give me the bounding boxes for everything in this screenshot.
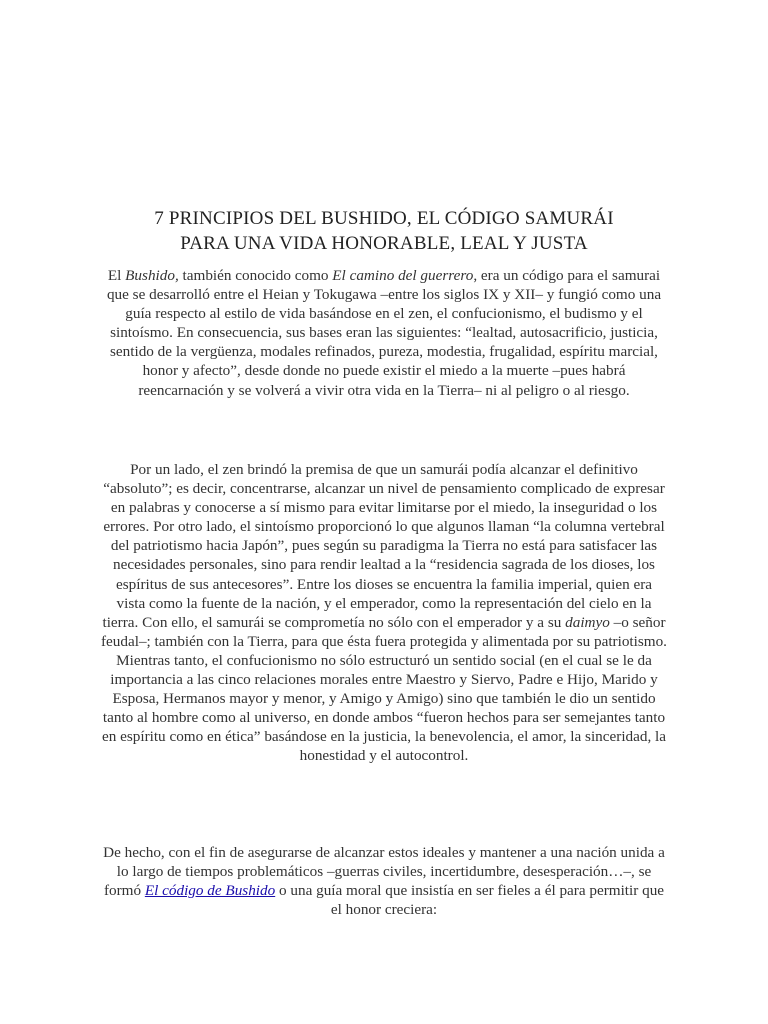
title-line-1: 7 PRINCIPIOS DEL BUSHIDO, EL CÓDIGO SAMURÁI (154, 208, 614, 229)
p1-italic-bushido: Bushido, (125, 267, 179, 284)
p1-italic-camino: El camino del guerrero (332, 267, 474, 284)
p3-text-1: De hecho, con el fin de asegurarse de alcanzar estos ideales y mantener a una nación unida a lo largo de tiempos problemáticos –guerras civiles, incertidumbre, desesperación…–, se formó (103, 844, 665, 900)
paragraph-intro (100, 266, 668, 400)
p1-text-2: también conocido como (178, 267, 333, 284)
p2-italic-daimyo: daimyo (565, 613, 610, 631)
p3-text-2: o una guía moral que insistía en ser fieles a él para permitir que el honor creciera: (275, 882, 665, 919)
p2-text-2: –o señor feudal–; también con la Tierra, para que ésta fuera protegida y alimentada por su patriotismo. Mientras tanto, el confucionismo no sólo estructuró un sentido social (en el cual se le da importancia a las cinco relaciones morales entre Maestro y Siervo, Padre e Hijo, Marido y Esposa, Hermanos mayor y menor, y Amigo y Amigo) sino que también le dio un sentido tanto al hombre como al universo, en donde ambos “fueron hechos para ser semejantes tanto en espíritu como en ética” basándose en la justicia, la benevolencia, el amor, la sinceridad, la honestidad y el autocontrol. (101, 613, 667, 765)
p1-text-3: , era un código para el samurai que se desarrolló entre el Heian y Tokugawa –entre los siglos IX y XII– y fungió como una guía respecto al estilo de vida basándose en el zen, el confucionismo, el budismo y el sintoísmo. En consecuencia, sus bases eran las siguientes: “lealtad, autosacrificio, justicia, sentido de la vergüenza, modales refinados, pureza, modestia, frugalidad, espíritu marcial, honor y afecto”, desde donde no puede existir el miedo a la muerte –pues habrá reencarnación y se volverá a vivir otra vida en la Tierra– ni al peligro o al riesgo. (106, 267, 662, 399)
paragraph-zen-sintoismo (100, 460, 668, 766)
p2-text-1: Por un lado, el zen brindó la premisa de que un samurái podía alcanzar el definitivo “absoluto”; es decir, concentrarse, alcanzar un nivel de pensamiento complicado de expresar en palabras y conocerse a sí mismo para evitar limitarse por el miedo, la inseguridad o los errores. Por otro lado, el sintoísmo proporcionó lo que algunos llaman “la columna vertebral del patriotismo hacia Japón”, pues según su paradigma la Tierra no está para satisfacer las necesidades personales, sino para rendir lealtad a la “residencia sagrada de los dioses, los espíritus de sus antecesores”. Entre los dioses se encuentra la familia imperial, quien era vista como la fuente de la nación, y el emperador, como la representación del cielo en la tierra. Con ello, el samurái se comprometía no sólo con el emperador y a su (102, 461, 665, 631)
codigo-bushido-link[interactable]: El código de Bushido (144, 882, 276, 900)
p1-text-1: El (107, 267, 126, 284)
paragraph-codigo (100, 843, 668, 919)
title-line-2: PARA UNA VIDA HONORABLE, LEAL Y JUSTA (180, 233, 588, 254)
document-title (90, 206, 678, 256)
